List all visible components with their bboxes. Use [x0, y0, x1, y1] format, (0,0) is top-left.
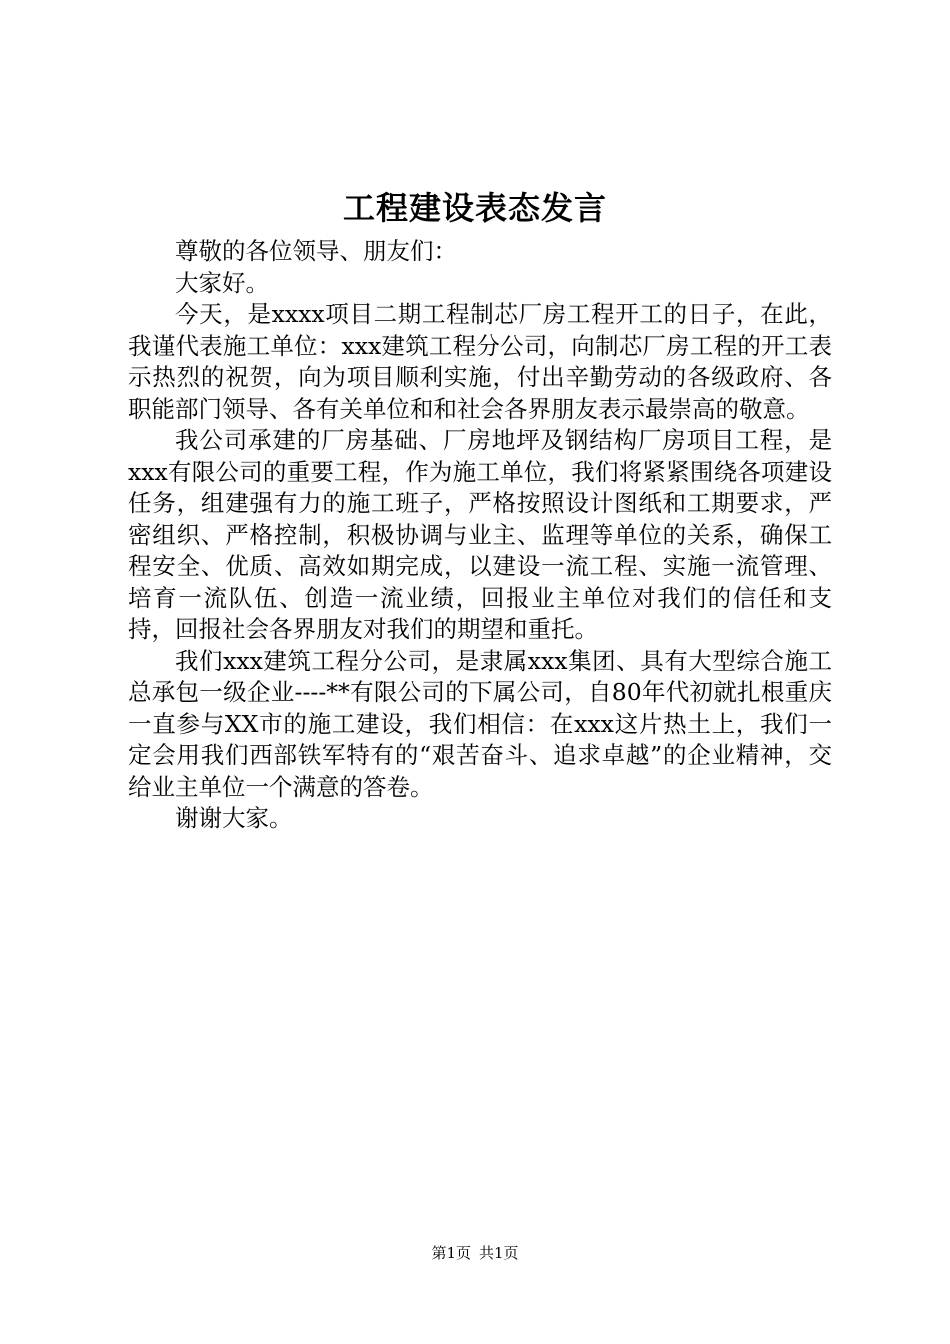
document-body — [128, 236, 832, 835]
document-title: 工程建设表态发言 — [342, 189, 607, 227]
paragraph-company: 我们xxx建筑工程分公司，是隶属xxx集团、具有大型综合施工总承包一级企业----**有限公司的下属公司，自80年代初就扎根重庆一直参与XX市的施工建设，我们相信：在xxx这片热土上，我们一定会用我们西部铁军特有的“艰苦奋斗、追求卓越”的企业精神，交给业主单位一个满意的答卷。 — [128, 646, 832, 801]
page-number: 第1页 — [431, 1244, 471, 1262]
page-footer — [0, 1242, 950, 1264]
page-total: 共1页 — [479, 1244, 519, 1262]
closing: 谢谢大家。 — [175, 804, 293, 832]
paragraph-opening: 今天，是xxxx项目二期工程制芯厂房工程开工的日子，在此，我谨代表施工单位：xxx建筑工程分公司，向制芯厂房工程的开工表示热烈的祝贺，向为项目顺利实施，付出辛勤劳动的各级政府、各职能部门领导、各有关单位和和社会各界朋友表示最崇高的敬意。 — [128, 300, 832, 423]
greeting: 大家好。 — [175, 268, 269, 297]
salutation: 尊敬的各位领导、朋友们： — [175, 237, 457, 265]
paragraph-commitment: 我公司承建的厂房基础、厂房地坪及钢结构厂房项目工程，是xxx有限公司的重要工程，作为施工单位，我们将紧紧围绕各项建设任务，组建强有力的施工班子，严格按照设计图纸和工期要求，严密组织、严格控制，积极协调与业主、监理等单位的关系，确保工程安全、优质、高效如期完成，以建设一流工程、实施一流管理、培育一流队伍、创造一流业绩，回报业主单位对我们的信任和支持，回报社会各界朋友对我们的期望和重托。 — [128, 426, 832, 643]
